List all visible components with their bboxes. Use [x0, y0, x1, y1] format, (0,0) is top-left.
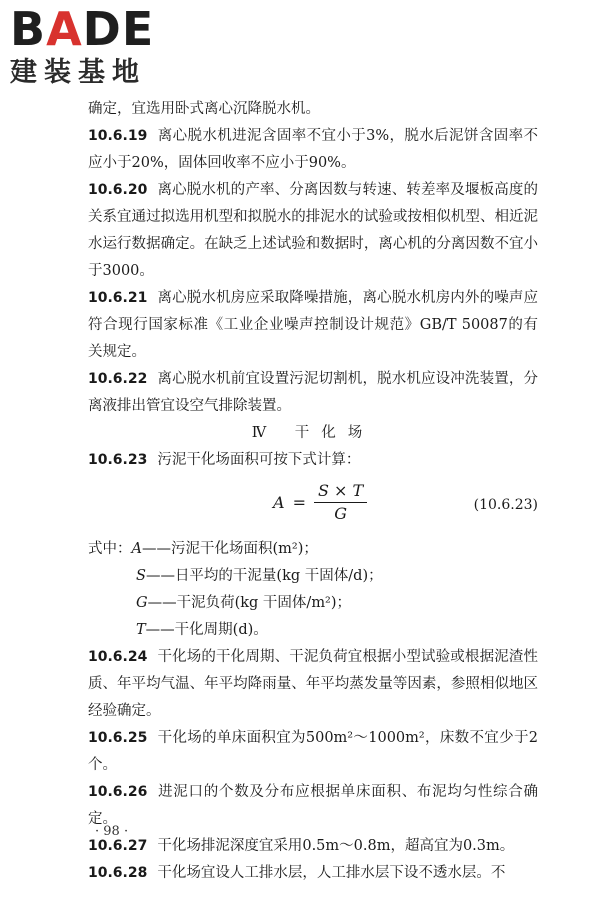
formula-lhs: A — [273, 493, 285, 512]
clause-10-6-28: 10.6.28 干化场宜设人工排水层，人工排水层下设不透水层。不 — [88, 865, 506, 881]
clause-10-6-21: 10.6.21 离心脱水机房应采取降噪措施，离心脱水机房内外的噪声应符合现行国家标准《工业企业噪声控制设计规范》GB/T 50087的有关规定。 — [88, 290, 538, 360]
variable-definition-s: S——日平均的干泥量(kg 干固体/d)； — [136, 568, 383, 584]
formula-numerator: S × T — [314, 480, 367, 503]
page-number: · 98 · — [95, 824, 129, 839]
formula-block — [88, 478, 538, 534]
clause-10-6-24: 10.6.24 干化场的干化周期、干泥负荷宜根据小型试验或根据泥渣性质、年平均气温、年平均降雨量、年平均蒸发量等因素，参照相似地区经验确定。 — [88, 649, 538, 719]
clause-10-6-23: 10.6.23 污泥干化场面积可按下式计算： — [88, 452, 361, 468]
clause-10-6-20: 10.6.20 离心脱水机的产率、分离因数与转速、转差率及堰板高度的关系宜通过拟选用机型和拟脱水的排泥水的试验或按相似机型、相近泥水运行数据确定。在缺乏上述试验和数据时，离心机的分离因数不宜小于3000。 — [88, 182, 538, 279]
document-body — [88, 96, 538, 887]
variable-definition-a: 式中：A——污泥干化场面积(m²)； — [88, 541, 318, 557]
formula-equals: = — [292, 493, 306, 512]
clause-10-6-22: 10.6.22 离心脱水机前宜设置污泥切割机，脱水机应设冲洗装置，分离液排出管宜设空气排除装置。 — [88, 371, 538, 414]
variable-definition-g: G——干泥负荷(kg 干固体/m²)； — [136, 595, 352, 611]
formula-number: (10.6.23) — [473, 497, 538, 513]
logo-subtitle: 建装基地 — [10, 57, 146, 88]
formula-fraction — [314, 480, 367, 525]
clause-10-6-27: 10.6.27 干化场排泥深度宜采用0.5m～0.8m，超高宜为0.3m。 — [88, 838, 515, 854]
clause-10-6-25: 10.6.25 干化场的单床面积宜为500m²～1000m²，床数不宜少于2个。 — [88, 730, 538, 773]
intro-line: 确定，宜选用卧式离心沉降脱水机。 — [88, 101, 320, 117]
clause-10-6-26: 10.6.26 进泥口的个数及分布应根据单床面积、布泥均匀性综合确定。 — [88, 784, 538, 827]
clause-10-6-19: 10.6.19 离心脱水机进泥含固率不宜小于3%，脱水后泥饼含固率不应小于20%，固体回收率不应小于90%。 — [88, 128, 538, 171]
bade-logo — [10, 4, 154, 88]
variable-definition-t: T——干化周期(d)。 — [136, 622, 268, 638]
section-heading: Ⅳ 干化场 — [251, 425, 375, 441]
formula-denominator: G — [334, 504, 347, 523]
formula — [273, 480, 367, 525]
logo-wordmark: BADE — [10, 2, 155, 56]
